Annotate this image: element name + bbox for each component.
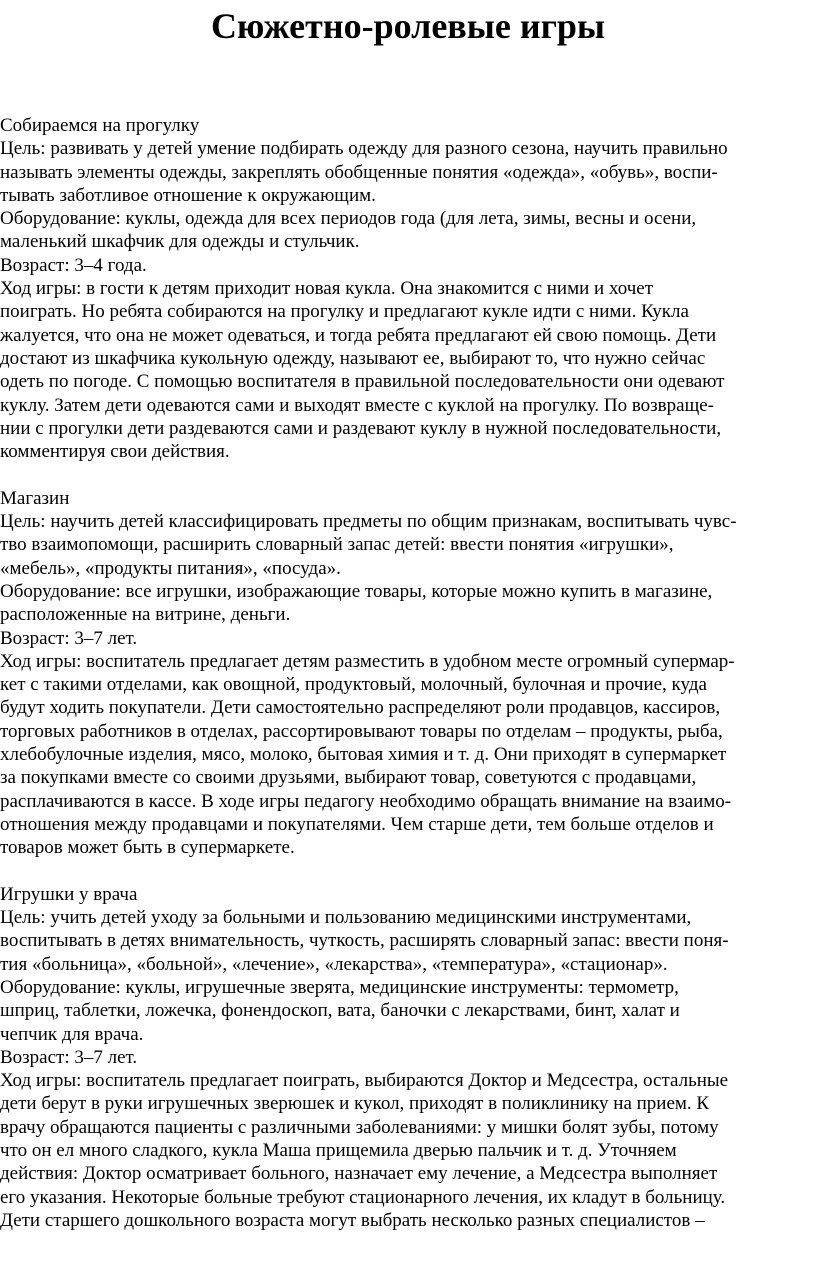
section-heading: Магазин [0,487,70,509]
text-line: Дети старшего дошкольного возраста могут выбрать несколько разных специалистов – [0,1209,705,1231]
text-line: торговых работников в отделах, рассортировывают товары по отделам – продукты, рыба, [0,720,723,742]
section-heading: Собираемся на прогулку [0,115,200,136]
text-line: одеть по погоде. С помощью воспитателя в правильной последовательности они одевают [0,371,725,393]
text-line: врачу обращаются пациенты с различными заболеваниями: у мишки болят зубы, потому [0,1116,719,1138]
text-line: «мебель», «продукты питания», «посуда». [0,557,341,579]
text-line: жалуется, что она не может одеваться, и тогда ребята предлагают ей свою помощь. Дети [0,324,717,346]
text-line: дети берут в руки игрушечных зверюшек и кукол, приходят в поликлинику на прием. К [0,1093,710,1115]
text-line: Оборудование: куклы, одежда для всех периодов года (для лета, зимы, весны и осени, [0,208,697,230]
text-line: называть элементы одежды, закреплять обобщенные понятия «одежда», «обувь», воспи- [0,161,718,183]
text-line: отношения между продавцами и покупателями. Чем старше дети, тем больше отделов и [0,813,714,835]
text-line: Возраст: 3–4 года. [0,254,147,276]
text-line: тывать заботливое отношение к окружающим. [0,184,376,206]
text-line: чепчик для врача. [0,1023,144,1045]
text-line: куклу. Затем дети одеваются сами и выходят вместе с куклой на прогулку. По возвраще- [0,394,714,416]
text-line: кет с такими отделами, как овощной, продуктовый, молочный, булочная и прочие, куда [0,674,707,696]
document-body [0,114,816,1256]
text-line: Ход игры: в гости к детям приходит новая кукла. Она знакомится с ними и хочет [0,278,654,300]
text-line: его указания. Некоторые больные требуют стационарного лечения, их кладут в больницу. [0,1186,726,1208]
document-title: Сюжетно-ролевые игры [210,6,606,46]
text-line: хлебобулочные изделия, мясо, молоко, бытовая химия и т. д. Они приходят в супермаркет [0,744,727,766]
text-line: Возраст: 3–7 лет. [0,627,138,649]
text-line: Оборудование: все игрушки, изображающие товары, которые можно купить в магазине, [0,580,713,602]
text-line: за покупками вместе со своими друзьями, выбирают товар, советуются с продавцами, [0,767,697,789]
text-line: тво взаимопомощи, расширить словарный запас детей: ввести понятия «игрушки», [0,534,674,556]
text-line: что он ел много сладкого, кукла Маша прищемила дверью пальчик и т. д. Уточняем [0,1140,677,1162]
text-line: нии с прогулки дети раздеваются сами и раздевают куклу в нужной последовательности, [0,417,722,439]
text-line: будут ходить покупатели. Дети самостоятельно распределяют роли продавцов, кассиров, [0,697,721,719]
text-line: действия: Доктор осматривает больного, назначает ему лечение, а Медсестра выполняет [0,1163,718,1185]
section-heading: Игрушки у врача [0,883,138,905]
text-line: Цель: учить детей уходу за больными и пользованию медицинскими инструментами, [0,907,692,929]
section-shop [0,487,816,860]
text-line: воспитывать в детях внимательность, чуткость, расширять словарный запас: ввести поня- [0,930,729,952]
text-line: достают из шкафчика кукольную одежду, называют ее, выбирают то, что нужно сейчас [0,347,706,369]
text-line: Цель: научить детей классифицировать предметы по общим признакам, воспитывать чувс- [0,511,737,533]
text-line: Возраст: 3–7 лет. [0,1046,138,1068]
section-walk [0,114,816,463]
text-line: Ход игры: воспитатель предлагает детям разместить в удобном месте огромный супермар- [0,650,735,672]
text-line: расплачиваются в кассе. В ходе игры педагогу необходимо обращать внимание на взаимо- [0,790,732,812]
text-line: комментируя свои действия. [0,441,230,463]
text-line: Ход игры: воспитатель предлагает поиграть, выбираются Доктор и Медсестра, остальные [0,1070,729,1092]
text-line: маленький шкафчик для одежды и стульчик. [0,231,360,253]
text-line: товаров может быть в супермаркете. [0,837,295,859]
text-line: расположенные на витрине, деньги. [0,604,291,626]
text-line: поиграть. Но ребята собираются на прогулку и предлагают кукле идти с ними. Кукла [0,301,689,323]
section-doctor [0,883,816,1232]
text-line: Оборудование: куклы, игрушечные зверята, медицинские инструменты: термометр, [0,976,679,998]
text-line: Цель: развивать у детей умение подбирать одежду для разного сезона, научить правильно [0,138,728,160]
text-line: тия «больница», «больной», «лечение», «лекарства», «температура», «стационар». [0,953,668,975]
text-line: шприц, таблетки, ложечка, фонендоскоп, вата, баночки с лекарствами, бинт, халат и [0,1000,680,1022]
